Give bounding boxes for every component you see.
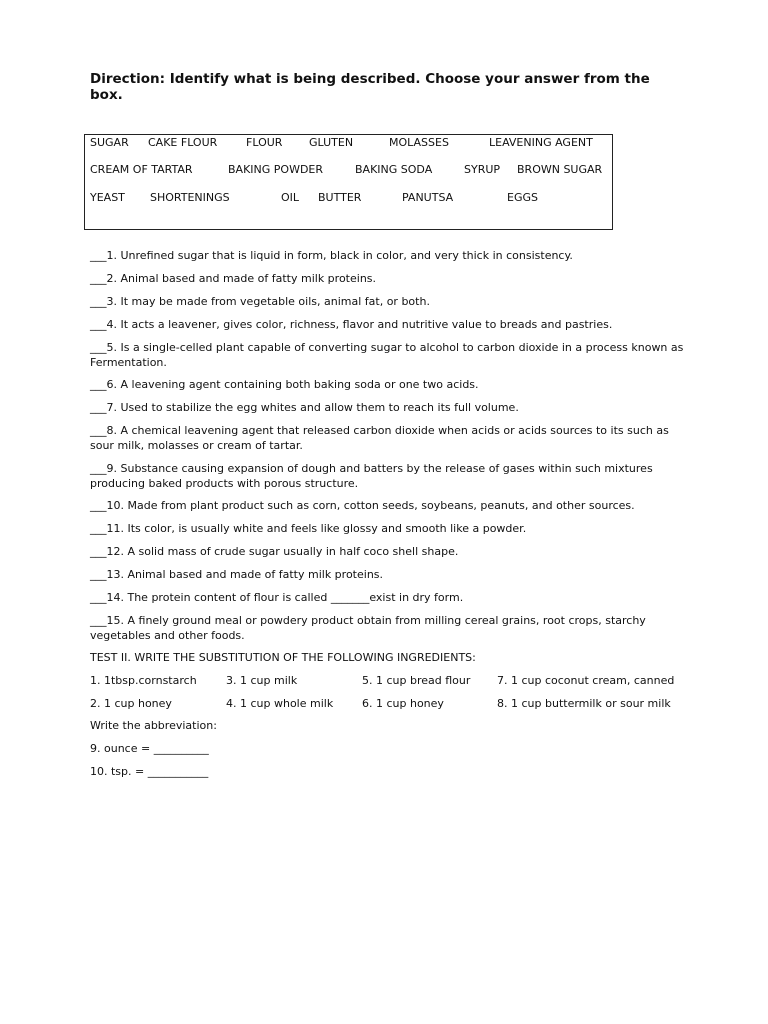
question-3: ___3. It may be made from vegetable oils, animal fat, or both. [90, 295, 430, 308]
word-cream-of-tartar: CREAM OF TARTAR [90, 163, 193, 176]
word-yeast: YEAST [90, 191, 125, 204]
word-molasses: MOLASSES [389, 136, 449, 149]
substitution-item-7: 7. 1 cup coconut cream, canned [497, 674, 675, 687]
question-6: ___6. A leavening agent containing both baking soda or one two acids. [90, 378, 479, 391]
question-12: ___12. A solid mass of crude sugar usually in half coco shell shape. [90, 545, 459, 558]
question-4: ___4. It acts a leavener, gives color, richness, flavor and nutritive value to breads and pastries. [90, 318, 613, 331]
question-5: ___5. Is a single-celled plant capable of converting sugar to alcohol to carbon dioxide in a process known as Fermentation. [90, 341, 684, 369]
substitution-item-5: 5. 1 cup bread flour [362, 674, 471, 687]
question-11: ___11. Its color, is usually white and feels like glossy and smooth like a powder. [90, 522, 527, 535]
question-10: ___10. Made from plant product such as corn, cotton seeds, soybeans, peanuts, and other sources. [90, 499, 635, 512]
word-brown-sugar: BROWN SUGAR [517, 163, 603, 176]
word-baking-soda: BAKING SODA [355, 163, 433, 176]
question-2: ___2. Animal based and made of fatty milk proteins. [90, 272, 377, 285]
question-7: ___7. Used to stabilize the egg whites and allow them to reach its full volume. [90, 401, 519, 414]
abbreviation-heading: Write the abbreviation: [90, 719, 217, 732]
question-9: ___9. Substance causing expansion of dough and batters by the release of gases within such mixtures producing baked products with porous structure. [90, 462, 653, 490]
word-flour: FLOUR [246, 136, 283, 149]
word-butter: BUTTER [318, 191, 362, 204]
word-leavening-agent: LEAVENING AGENT [489, 136, 593, 149]
word-gluten: GLUTEN [309, 136, 354, 149]
substitution-item-1: 1. 1tbsp.cornstarch [90, 674, 197, 687]
word-syrup: SYRUP [464, 163, 501, 176]
word-oil: OIL [281, 191, 300, 204]
question-8: ___8. A chemical leavening agent that released carbon dioxide when acids or acids sources to its such as sour milk, molasses or cream of tartar. [90, 424, 669, 452]
test2-heading: TEST II. WRITE THE SUBSTITUTION OF THE FOLLOWING INGREDIENTS: [90, 651, 476, 664]
direction-heading: Direction: Identify what is being described. Choose your answer from the box. [90, 71, 650, 103]
substitution-item-2: 2. 1 cup honey [90, 697, 172, 710]
substitution-item-3: 3. 1 cup milk [226, 674, 298, 687]
abbreviation-item-9: 9. ounce = __________ [90, 742, 209, 755]
word-baking-powder: BAKING POWDER [228, 163, 324, 176]
word-sugar: SUGAR [90, 136, 129, 149]
substitution-item-6: 6. 1 cup honey [362, 697, 444, 710]
substitution-item-8: 8. 1 cup buttermilk or sour milk [497, 697, 671, 710]
question-15: ___15. A finely ground meal or powdery product obtain from milling cereal grains, root crops, starchy vegetables and other foods. [90, 614, 646, 642]
question-1: ___1. Unrefined sugar that is liquid in form, black in color, and very thick in consistency. [90, 249, 573, 262]
question-14: ___14. The protein content of flour is called _______exist in dry form. [90, 591, 464, 604]
word-cake-flour: CAKE FLOUR [148, 136, 218, 149]
abbreviation-item-10: 10. tsp. = ___________ [90, 765, 209, 778]
word-eggs: EGGS [507, 191, 538, 204]
substitution-item-4: 4. 1 cup whole milk [226, 697, 334, 710]
word-panutsa: PANUTSA [402, 191, 454, 204]
question-13: ___13. Animal based and made of fatty milk proteins. [90, 568, 384, 581]
word-shortenings: SHORTENINGS [150, 191, 230, 204]
